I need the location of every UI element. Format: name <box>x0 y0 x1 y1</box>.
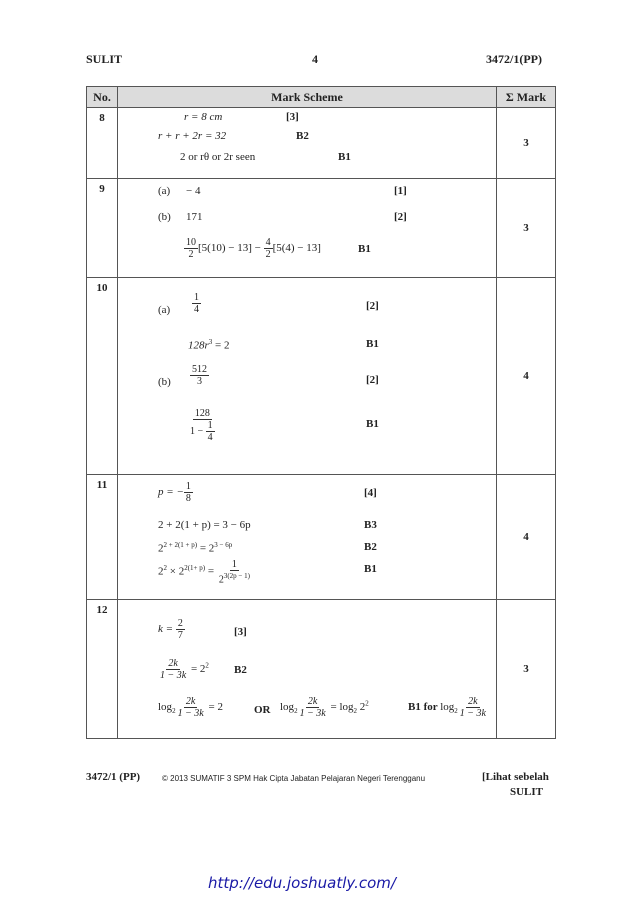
table-row-q10 <box>87 278 556 475</box>
total-mark: 3 <box>497 600 556 739</box>
or-label: OR <box>254 704 271 716</box>
total-mark: 3 <box>497 179 556 278</box>
question-number: 8 <box>87 108 118 179</box>
mark-label: B2 <box>234 664 247 676</box>
mark-label: [2] <box>394 211 407 223</box>
working-line: $\log_2$ $\frac{2k}{1 - 3k}$ = $\log_2 2^2$ <box>280 696 369 719</box>
table-header-row <box>87 87 556 108</box>
table-row-q12 <box>87 600 556 739</box>
mark-label: B2 <box>364 541 377 553</box>
mark-label: [4] <box>364 487 377 499</box>
scheme-cell <box>118 600 497 739</box>
col-scheme-header: Mark Scheme <box>118 87 497 108</box>
question-number: 12 <box>87 600 118 739</box>
working-line: 2 + 2(1 + p) = 3 − 6p <box>158 519 251 531</box>
mark-label: B1 <box>338 151 351 163</box>
total-mark: 3 <box>497 108 556 179</box>
working-line: 2 or rθ or 2r seen <box>180 151 256 163</box>
footer-copyright: © 2013 SUMATIF 3 SPM Hak Cipta Jabatan Pelajaran Negeri Terengganu <box>162 774 426 783</box>
working-line: 128 1 − $\frac{1}{4}$ <box>190 408 213 443</box>
answer-line: r = 8 cm <box>184 111 223 123</box>
part-label: (b) <box>158 376 171 388</box>
working-line: $\frac{2k}{1 - 3k}$ = $2^2$ <box>160 658 209 681</box>
mark-label: [3] <box>234 626 247 638</box>
working-line: r + r + 2r = 32 <box>158 130 227 142</box>
answer-line: p = − $\frac{1}{8}$ <box>158 481 191 504</box>
working-line: $128r^3 = 2$ <box>188 338 230 352</box>
working-line: $\log_2$ $\frac{2k}{1 - 3k}$ = 2 <box>158 696 223 719</box>
footer-sulit: SULIT <box>510 786 544 798</box>
scheme-cell <box>118 179 497 278</box>
answer-line: 171 <box>186 211 203 223</box>
website-url[interactable]: http://edu.joshuatly.com/ <box>208 874 396 892</box>
part-label: (b) <box>158 211 171 223</box>
mark-scheme-table <box>86 86 556 739</box>
working-line: $\frac{10}{2}$ [5(10) − 13] − $\frac{4}{2}$ [5(4) − 13] <box>186 237 321 260</box>
answer-line: − 4 <box>186 185 201 197</box>
mark-label: B1 <box>364 563 377 575</box>
header-page-number: 4 <box>312 52 318 66</box>
working-line: $2^2 \times 2^{2(1+ p)}$ = $\frac{1}{2^{3(2p - 1)}}$ <box>158 559 250 586</box>
mark-label: B1 <box>366 418 379 430</box>
header-sulit: SULIT <box>86 52 123 66</box>
part-label: (a) <box>158 185 171 197</box>
answer-line: k = $\frac{2}{7}$ <box>158 618 183 641</box>
working-line: $2^{2 + 2(1 + p)} = 2^{3 - 6p}$ <box>158 541 233 555</box>
scheme-cell <box>118 108 497 179</box>
part-label: (a) <box>158 304 171 316</box>
footer-see-next: [Lihat sebelah <box>482 771 549 783</box>
mark-label: [2] <box>366 300 379 312</box>
mark-label: [2] <box>366 374 379 386</box>
total-mark: 4 <box>497 475 556 600</box>
answer-line: $\frac{1}{4}$ <box>194 292 199 315</box>
table-row-q11 <box>87 475 556 600</box>
footer-paper-code: 3472/1 (PP) <box>86 771 141 783</box>
mark-label: B1 for $\log_2$ $\frac{2k}{1 - 3k}$ <box>408 696 486 719</box>
header-paper-code: 3472/1(PP) <box>486 52 542 66</box>
scheme-cell <box>118 475 497 600</box>
table-row-q8 <box>87 108 556 179</box>
mark-label: B2 <box>296 130 309 142</box>
col-mark-header: Σ Mark <box>497 87 556 108</box>
question-number: 9 <box>87 179 118 278</box>
mark-label: [3] <box>286 111 299 123</box>
question-number: 11 <box>87 475 118 600</box>
scheme-cell <box>118 278 497 475</box>
mark-label: B3 <box>364 519 377 531</box>
total-mark: 4 <box>497 278 556 475</box>
mark-label: B1 <box>366 338 379 350</box>
table-row-q9 <box>87 179 556 278</box>
col-no-header: No. <box>87 87 118 108</box>
answer-line: $\frac{512}{3}$ <box>192 364 207 387</box>
mark-label: B1 <box>358 243 371 255</box>
question-number: 10 <box>87 278 118 475</box>
mark-label: [1] <box>394 185 407 197</box>
